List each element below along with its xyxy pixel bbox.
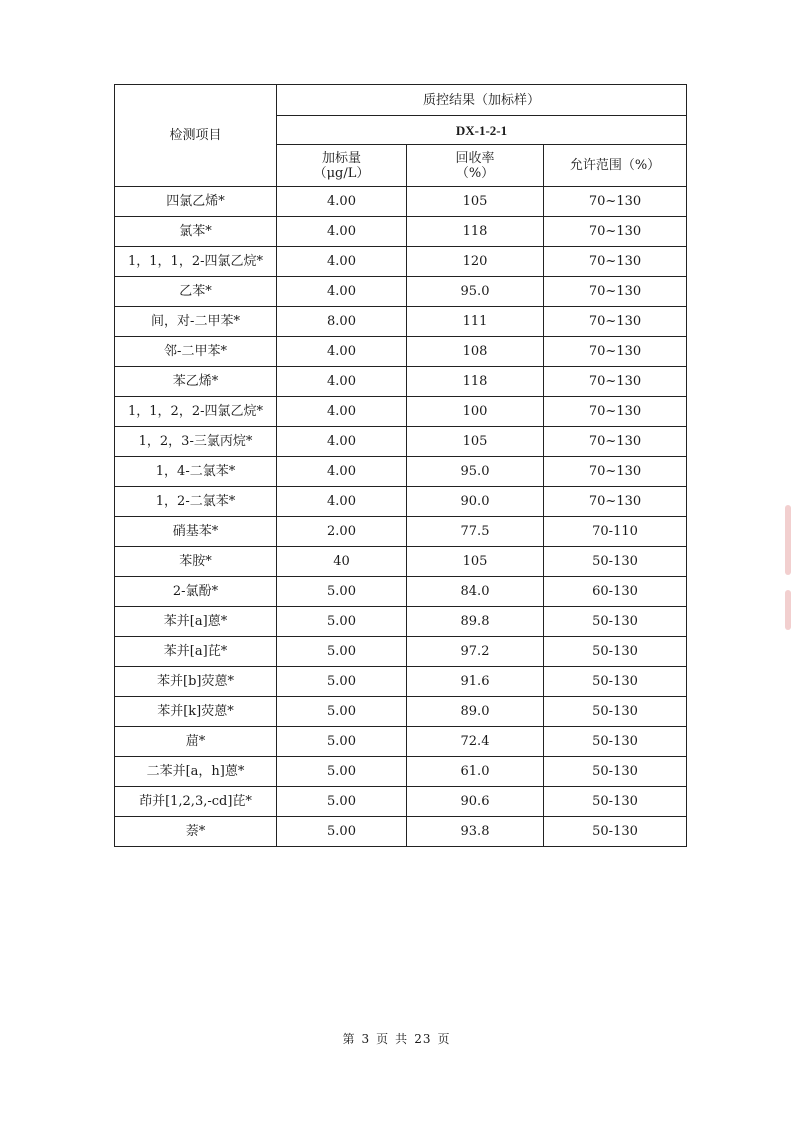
item-cell: 四氯乙烯* xyxy=(115,187,277,217)
item-cell: 二苯并[a，h]蒽* xyxy=(115,757,277,787)
spike-cell: 8.00 xyxy=(277,307,407,337)
range-cell: 50-130 xyxy=(544,697,687,727)
recovery-cell: 100 xyxy=(407,397,544,427)
sample-id: DX-1-2-1 xyxy=(277,116,687,145)
footer-total-number: 23 xyxy=(414,1032,432,1046)
spike-header-line1: 加标量 xyxy=(321,150,361,166)
spike-cell: 4.00 xyxy=(277,337,407,367)
spike-cell: 4.00 xyxy=(277,487,407,517)
spike-cell: 4.00 xyxy=(277,427,407,457)
recovery-cell: 89.0 xyxy=(407,697,544,727)
range-column-header: 允许范围（%） xyxy=(544,145,687,187)
spike-cell: 5.00 xyxy=(277,727,407,757)
range-cell: 50-130 xyxy=(544,757,687,787)
spike-cell: 40 xyxy=(277,547,407,577)
item-cell: 䓛* xyxy=(115,727,277,757)
recovery-cell: 108 xyxy=(407,337,544,367)
item-cell: 萘* xyxy=(115,817,277,847)
item-cell: 氯苯* xyxy=(115,217,277,247)
spike-cell: 4.00 xyxy=(277,457,407,487)
table-row xyxy=(115,607,687,637)
spike-cell: 5.00 xyxy=(277,577,407,607)
spike-cell: 5.00 xyxy=(277,607,407,637)
table-row xyxy=(115,787,687,817)
item-cell: 1，2，3-三氯丙烷* xyxy=(115,427,277,457)
table-row xyxy=(115,547,687,577)
range-cell: 50-130 xyxy=(544,637,687,667)
range-cell: 70~130 xyxy=(544,247,687,277)
table-row xyxy=(115,727,687,757)
spike-cell: 4.00 xyxy=(277,217,407,247)
footer-total-label: 共 xyxy=(395,1032,409,1046)
table-row xyxy=(115,247,687,277)
item-cell: 间，对-二甲苯* xyxy=(115,307,277,337)
item-cell: 邻-二甲苯* xyxy=(115,337,277,367)
item-cell: 苯胺* xyxy=(115,547,277,577)
table-row xyxy=(115,187,687,217)
range-cell: 50-130 xyxy=(544,817,687,847)
item-column-header: 检测项目 xyxy=(115,85,277,187)
table-row xyxy=(115,367,687,397)
recovery-column-header xyxy=(407,145,544,187)
item-cell: 1，1，1，2-四氯乙烷* xyxy=(115,247,277,277)
item-cell: 2-氯酚* xyxy=(115,577,277,607)
range-cell: 50-130 xyxy=(544,607,687,637)
recovery-cell: 90.6 xyxy=(407,787,544,817)
table-row xyxy=(115,457,687,487)
recovery-cell: 93.8 xyxy=(407,817,544,847)
footer-total-unit: 页 xyxy=(437,1032,451,1046)
range-cell: 70~130 xyxy=(544,187,687,217)
range-cell: 70~130 xyxy=(544,307,687,337)
range-cell: 70~130 xyxy=(544,217,687,247)
spike-header-line2: （μg/L） xyxy=(313,165,370,181)
seal-edge-mark xyxy=(785,590,791,630)
item-cell: 1，4-二氯苯* xyxy=(115,457,277,487)
item-cell: 硝基苯* xyxy=(115,517,277,547)
item-cell: 苯并[a]蒽* xyxy=(115,607,277,637)
item-cell: 苯并[a]芘* xyxy=(115,637,277,667)
table-row xyxy=(115,697,687,727)
footer-page-unit: 页 xyxy=(376,1032,390,1046)
recovery-header-line1: 回收率 xyxy=(455,150,495,166)
spike-column-header xyxy=(277,145,407,187)
qc-results-table xyxy=(114,84,687,847)
recovery-cell: 61.0 xyxy=(407,757,544,787)
recovery-cell: 105 xyxy=(407,187,544,217)
spike-cell: 5.00 xyxy=(277,637,407,667)
recovery-cell: 91.6 xyxy=(407,667,544,697)
item-cell: 苯并[k]荧蒽* xyxy=(115,697,277,727)
qc-table-body xyxy=(115,187,687,847)
recovery-header-line2: （%） xyxy=(455,165,495,181)
recovery-cell: 111 xyxy=(407,307,544,337)
spike-cell: 4.00 xyxy=(277,247,407,277)
range-cell: 70~130 xyxy=(544,487,687,517)
seal-edge-mark xyxy=(785,505,791,575)
range-cell: 70~130 xyxy=(544,277,687,307)
range-cell: 60-130 xyxy=(544,577,687,607)
item-cell: 乙苯* xyxy=(115,277,277,307)
footer-page-label: 第 xyxy=(342,1032,356,1046)
table-row xyxy=(115,637,687,667)
table-row xyxy=(115,667,687,697)
range-cell: 50-130 xyxy=(544,547,687,577)
recovery-cell: 77.5 xyxy=(407,517,544,547)
recovery-cell: 118 xyxy=(407,367,544,397)
item-cell: 苯乙烯* xyxy=(115,367,277,397)
table-row xyxy=(115,517,687,547)
recovery-cell: 120 xyxy=(407,247,544,277)
range-cell: 70~130 xyxy=(544,397,687,427)
recovery-cell: 84.0 xyxy=(407,577,544,607)
spike-cell: 5.00 xyxy=(277,817,407,847)
spike-cell: 5.00 xyxy=(277,787,407,817)
recovery-cell: 118 xyxy=(407,217,544,247)
page-footer xyxy=(0,1030,793,1047)
recovery-cell: 72.4 xyxy=(407,727,544,757)
spike-cell: 4.00 xyxy=(277,187,407,217)
footer-page-number: 3 xyxy=(361,1032,371,1046)
recovery-cell: 105 xyxy=(407,427,544,457)
recovery-cell: 105 xyxy=(407,547,544,577)
spike-cell: 4.00 xyxy=(277,277,407,307)
spike-cell: 5.00 xyxy=(277,757,407,787)
item-cell: 1，1，2，2-四氯乙烷* xyxy=(115,397,277,427)
recovery-cell: 89.8 xyxy=(407,607,544,637)
spike-cell: 5.00 xyxy=(277,667,407,697)
item-cell: 茚并[1,2,3,-cd]芘* xyxy=(115,787,277,817)
spike-cell: 5.00 xyxy=(277,697,407,727)
table-row xyxy=(115,307,687,337)
range-cell: 50-130 xyxy=(544,727,687,757)
range-cell: 70-110 xyxy=(544,517,687,547)
table-row xyxy=(115,397,687,427)
recovery-cell: 90.0 xyxy=(407,487,544,517)
recovery-cell: 95.0 xyxy=(407,277,544,307)
range-cell: 50-130 xyxy=(544,787,687,817)
range-cell: 70~130 xyxy=(544,337,687,367)
spike-cell: 4.00 xyxy=(277,397,407,427)
range-cell: 70~130 xyxy=(544,457,687,487)
range-cell: 50-130 xyxy=(544,667,687,697)
table-row xyxy=(115,757,687,787)
table-row xyxy=(115,427,687,457)
spike-cell: 4.00 xyxy=(277,367,407,397)
table-row xyxy=(115,487,687,517)
range-cell: 70~130 xyxy=(544,427,687,457)
table-row xyxy=(115,337,687,367)
table-row xyxy=(115,817,687,847)
range-cell: 70~130 xyxy=(544,367,687,397)
item-cell: 苯并[b]荧蒽* xyxy=(115,667,277,697)
recovery-cell: 97.2 xyxy=(407,637,544,667)
spike-cell: 2.00 xyxy=(277,517,407,547)
item-cell: 1，2-二氯苯* xyxy=(115,487,277,517)
table-row xyxy=(115,217,687,247)
table-row xyxy=(115,577,687,607)
recovery-cell: 95.0 xyxy=(407,457,544,487)
table-row xyxy=(115,277,687,307)
group-header: 质控结果（加标样） xyxy=(277,85,687,116)
